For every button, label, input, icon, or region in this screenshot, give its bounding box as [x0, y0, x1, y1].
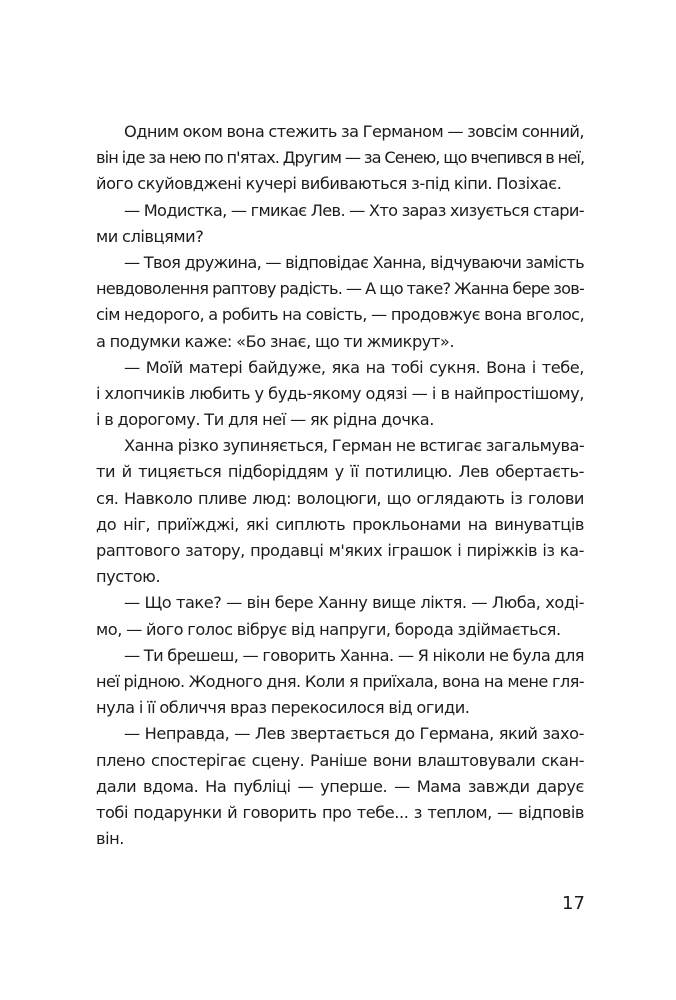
text-line: неї рідною. Жодного дня. Коли я приїхала, вона на мене гля- — [96, 671, 584, 691]
text-line: — Що таке? — він бере Ханну вище ліктя. — Люба, ході- — [124, 593, 584, 613]
text-line: його скуйовджені кучері вибиваються з-під кіпи. Позіхає. — [96, 174, 562, 194]
text-line: Одним оком вона стежить за Германом — зовсім сонний, — [124, 122, 584, 141]
text-line: пустою. — [96, 567, 161, 587]
paragraph — [96, 643, 584, 722]
text-line: невдоволення раптову радість. — А що таке? Жанна бере зов- — [96, 279, 584, 299]
text-line: і в дорогому. Ти для неї — як рідна дочка. — [96, 410, 434, 430]
text-line: Ханна різко зупиняється, Герман не встигає загальмува- — [124, 436, 585, 456]
text-line: — Ти брешеш, — говорить Ханна. — Я ніколи не була для — [124, 645, 584, 665]
paragraph — [96, 250, 584, 355]
text-line: ся. Навколо пливе люд: волоцюги, що оглядають із голови — [96, 488, 584, 508]
paragraph — [96, 198, 584, 250]
paragraph — [96, 433, 584, 590]
text-line: він. — [96, 829, 124, 849]
body-text — [96, 119, 584, 852]
text-line: — Твоя дружина, — відповідає Ханна, відчуваючи замість — [124, 252, 584, 272]
text-line: дали вдома. На публіці — уперше. — Мама завжди дарує — [96, 776, 584, 796]
paragraph — [96, 590, 584, 642]
text-line: він іде за нею по п'ятах. Другим — за Сенею, що вчепився в неї, — [96, 148, 585, 168]
text-line: сім недорого, а робить на совість, — продовжує вона вголос, — [96, 305, 584, 325]
text-line: мо, — його голос вібрує від напруги, борода здіймається. — [96, 619, 561, 639]
paragraph — [96, 721, 584, 852]
text-line: тобі подарунки й говорить про тебе... з теплом, — відповів — [96, 802, 584, 822]
text-line: — Модистка, — гмикає Лев. — Хто зараз хизується стари- — [124, 200, 584, 220]
text-line: і хлопчиків любить у будь-якому одязі — і в найпростішому, — [96, 383, 584, 403]
paragraph — [96, 119, 584, 198]
page-number: 17 — [562, 893, 585, 914]
text-line: до ніг, приїжджі, які сиплють прокльонами на винуватців — [96, 514, 584, 534]
text-line: нула і її обличчя враз перекосилося від огиди. — [96, 698, 470, 718]
text-line: — Неправда, — Лев звертається до Германа, який захо- — [124, 724, 584, 744]
text-line: а подумки каже: «Бо знає, що ти жмикрут». — [96, 331, 455, 351]
text-line: ти й тицяється підборіддям у її потилицю. Лев обертаєть- — [96, 462, 584, 482]
text-line: — Моїй матері байдуже, яка на тобі сукня. Вона і тебе, — [124, 357, 584, 377]
text-line: ми слівцями? — [96, 226, 204, 246]
text-line: раптового затору, продавці м'яких іграшок і пиріжків із ка- — [96, 541, 584, 560]
text-line: плено спостерігає сцену. Раніше вони влаштовували скан- — [96, 750, 584, 770]
paragraph — [96, 355, 584, 434]
